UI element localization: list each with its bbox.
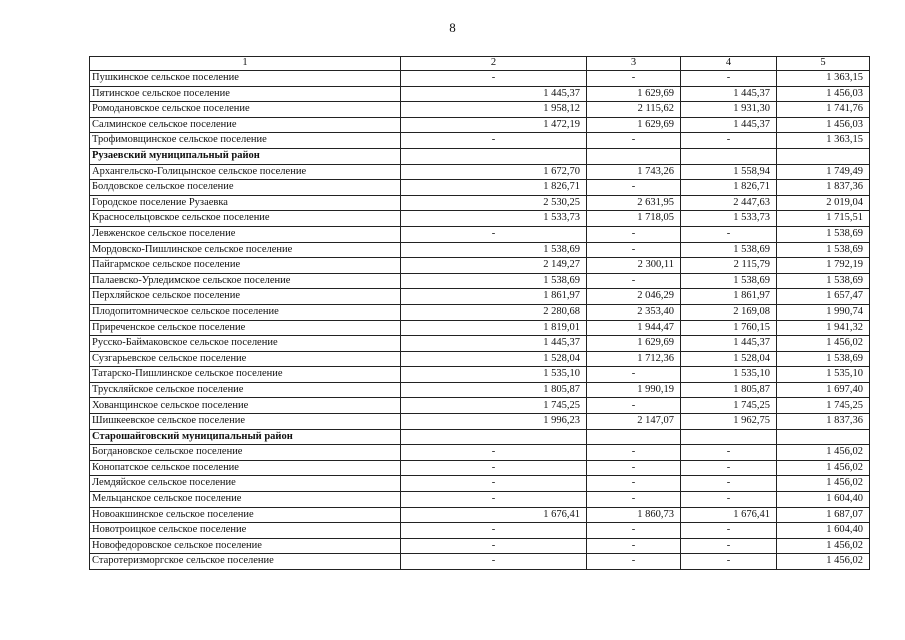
value-cell-col4: 1 861,97: [681, 289, 777, 305]
value-cell-col5: 1 837,36: [777, 414, 870, 430]
settlement-name: Салминское сельское поселение: [90, 117, 401, 133]
value-cell-col2: 2 280,68: [401, 304, 587, 320]
value-cell-col2: 1 805,87: [401, 382, 587, 398]
settlement-name: Старотеризморгское сельское поселение: [90, 554, 401, 570]
value-cell-col5: 1 697,40: [777, 382, 870, 398]
table-row: [90, 507, 870, 523]
table-row: [90, 211, 870, 227]
value-cell-col3: 2 147,07: [587, 414, 681, 430]
table-row: [90, 71, 870, 87]
value-cell-col2: -: [401, 445, 587, 461]
column-header-5: 5: [777, 57, 870, 71]
settlement-name: Ромодановское сельское поселение: [90, 102, 401, 118]
value-cell-col2: 1 472,19: [401, 117, 587, 133]
settlement-name: Новотроицкое сельское поселение: [90, 523, 401, 539]
table-row: [90, 180, 870, 196]
value-cell-col2: 1 445,37: [401, 86, 587, 102]
value-cell-col4: -: [681, 133, 777, 149]
value-cell-col2: 1 528,04: [401, 351, 587, 367]
value-cell-col2: -: [401, 492, 587, 508]
value-cell-col3: -: [587, 180, 681, 196]
table-row: [90, 86, 870, 102]
value-cell-col3: 2 115,62: [587, 102, 681, 118]
value-cell-col4: 1 538,69: [681, 242, 777, 258]
value-cell-col3: -: [587, 273, 681, 289]
value-cell-col4: 2 115,79: [681, 258, 777, 274]
tariff-table: [89, 56, 870, 570]
value-cell-col2: -: [401, 554, 587, 570]
settlement-name: Пятинское сельское поселение: [90, 86, 401, 102]
table-row: [90, 336, 870, 352]
value-cell-col5: 1 456,02: [777, 460, 870, 476]
value-cell-col2: 1 819,01: [401, 320, 587, 336]
table-row: [90, 195, 870, 211]
settlement-name: Красносельцовское сельское поселение: [90, 211, 401, 227]
settlement-name: Лемдяйское сельское поселение: [90, 476, 401, 492]
value-cell-col3: 1 629,69: [587, 117, 681, 133]
value-cell-col5: 1 363,15: [777, 133, 870, 149]
value-cell-col2: 1 676,41: [401, 507, 587, 523]
table-row: [90, 133, 870, 149]
table-row: [90, 242, 870, 258]
value-cell-col3: 1 629,69: [587, 86, 681, 102]
value-cell-col2: 1 535,10: [401, 367, 587, 383]
district-name: Старошайговский муниципальный район: [90, 429, 401, 445]
settlement-name: Городское поселение Рузаевка: [90, 195, 401, 211]
value-cell-col4: -: [681, 460, 777, 476]
table-row: [90, 476, 870, 492]
value-cell-col4: 1 760,15: [681, 320, 777, 336]
empty-cell: [587, 148, 681, 164]
value-cell-col2: 1 672,70: [401, 164, 587, 180]
value-cell-col4: 1 745,25: [681, 398, 777, 414]
value-cell-col5: 1 456,03: [777, 117, 870, 133]
value-cell-col3: -: [587, 538, 681, 554]
settlement-name: Сузгарьевское сельское поселение: [90, 351, 401, 367]
value-cell-col2: 2 149,27: [401, 258, 587, 274]
table-row: [90, 304, 870, 320]
settlement-name: Приреченское сельское поселение: [90, 320, 401, 336]
value-cell-col3: 1 712,36: [587, 351, 681, 367]
value-cell-col4: 2 169,08: [681, 304, 777, 320]
value-cell-col5: 1 456,02: [777, 538, 870, 554]
value-cell-col3: 2 631,95: [587, 195, 681, 211]
settlement-name: Трофимовщинское сельское поселение: [90, 133, 401, 149]
value-cell-col5: 1 535,10: [777, 367, 870, 383]
table-row: [90, 320, 870, 336]
value-cell-col2: 1 861,97: [401, 289, 587, 305]
value-cell-col3: -: [587, 71, 681, 87]
value-cell-col3: -: [587, 445, 681, 461]
value-cell-col5: 1 456,02: [777, 476, 870, 492]
empty-cell: [401, 429, 587, 445]
settlement-name: Шишкеевское сельское поселение: [90, 414, 401, 430]
value-cell-col3: -: [587, 367, 681, 383]
table-row: [90, 351, 870, 367]
empty-cell: [681, 148, 777, 164]
page-number: 8: [449, 20, 456, 35]
settlement-name: Новофедоровское сельское поселение: [90, 538, 401, 554]
settlement-name: Русско-Баймаковское сельское поселение: [90, 336, 401, 352]
value-cell-col2: 1 745,25: [401, 398, 587, 414]
table-row: [90, 367, 870, 383]
table-row: [90, 226, 870, 242]
table-row: [90, 492, 870, 508]
settlement-name: Конопатское сельское поселение: [90, 460, 401, 476]
value-cell-col5: 1 456,03: [777, 86, 870, 102]
value-cell-col4: 1 805,87: [681, 382, 777, 398]
value-cell-col4: 1 676,41: [681, 507, 777, 523]
district-name: Рузаевский муниципальный район: [90, 148, 401, 164]
value-cell-col2: 1 538,69: [401, 273, 587, 289]
value-cell-col4: -: [681, 523, 777, 539]
value-cell-col4: -: [681, 492, 777, 508]
value-cell-col5: 1 538,69: [777, 273, 870, 289]
value-cell-col5: 1 715,51: [777, 211, 870, 227]
value-cell-col3: -: [587, 226, 681, 242]
value-cell-col4: -: [681, 445, 777, 461]
value-cell-col5: 1 456,02: [777, 445, 870, 461]
value-cell-col3: 1 990,19: [587, 382, 681, 398]
settlement-name: Плодопитомническое сельское поселение: [90, 304, 401, 320]
value-cell-col3: -: [587, 476, 681, 492]
column-header-4: 4: [681, 57, 777, 71]
settlement-name: Трускляйское сельское поселение: [90, 382, 401, 398]
empty-cell: [777, 148, 870, 164]
table-row: [90, 289, 870, 305]
table-row: [90, 460, 870, 476]
value-cell-col2: 1 533,73: [401, 211, 587, 227]
value-cell-col5: 1 456,02: [777, 554, 870, 570]
value-cell-col3: 2 353,40: [587, 304, 681, 320]
settlement-name: Палаевско-Урледимское сельское поселение: [90, 273, 401, 289]
value-cell-col5: 1 837,36: [777, 180, 870, 196]
value-cell-col4: 2 447,63: [681, 195, 777, 211]
value-cell-col4: 1 445,37: [681, 336, 777, 352]
value-cell-col5: 1 792,19: [777, 258, 870, 274]
value-cell-col5: 1 941,32: [777, 320, 870, 336]
table-row: [90, 102, 870, 118]
settlement-name: Левженское сельское поселение: [90, 226, 401, 242]
table-row: [90, 538, 870, 554]
table-row: [90, 382, 870, 398]
value-cell-col5: 2 019,04: [777, 195, 870, 211]
value-cell-col2: -: [401, 133, 587, 149]
table-body: [90, 57, 870, 570]
value-cell-col4: 1 528,04: [681, 351, 777, 367]
value-cell-col2: -: [401, 476, 587, 492]
value-cell-col3: -: [587, 133, 681, 149]
value-cell-col3: 2 300,11: [587, 258, 681, 274]
value-cell-col2: -: [401, 460, 587, 476]
value-cell-col2: -: [401, 71, 587, 87]
value-cell-col2: 1 445,37: [401, 336, 587, 352]
value-cell-col5: 1 749,49: [777, 164, 870, 180]
value-cell-col3: -: [587, 554, 681, 570]
column-header-2: 2: [401, 57, 587, 71]
table-row: [90, 273, 870, 289]
table-row: [90, 164, 870, 180]
settlement-name: Пайгармское сельское поселение: [90, 258, 401, 274]
district-header-row: [90, 148, 870, 164]
value-cell-col5: 1 687,07: [777, 507, 870, 523]
value-cell-col3: -: [587, 492, 681, 508]
value-cell-col3: -: [587, 523, 681, 539]
settlement-name: Пушкинское сельское поселение: [90, 71, 401, 87]
value-cell-col2: 1 958,12: [401, 102, 587, 118]
settlement-name: Новоакшинское сельское поселение: [90, 507, 401, 523]
value-cell-col4: -: [681, 554, 777, 570]
value-cell-col2: -: [401, 538, 587, 554]
value-cell-col5: 1 456,02: [777, 336, 870, 352]
empty-cell: [587, 429, 681, 445]
settlement-name: Мельцанское сельское поселение: [90, 492, 401, 508]
column-header-1: 1: [90, 57, 401, 71]
table-row: [90, 445, 870, 461]
settlement-name: Мордовско-Пишлинское сельское поселение: [90, 242, 401, 258]
table-row: [90, 414, 870, 430]
settlement-name: Перхляйское сельское поселение: [90, 289, 401, 305]
district-header-row: [90, 429, 870, 445]
value-cell-col4: 1 445,37: [681, 86, 777, 102]
value-cell-col5: 1 745,25: [777, 398, 870, 414]
value-cell-col4: 1 962,75: [681, 414, 777, 430]
settlement-name: Хованщинское сельское поселение: [90, 398, 401, 414]
value-cell-col3: -: [587, 460, 681, 476]
table-row: [90, 523, 870, 539]
value-cell-col5: 1 538,69: [777, 226, 870, 242]
table-row: [90, 554, 870, 570]
value-cell-col4: -: [681, 538, 777, 554]
value-cell-col2: 1 996,23: [401, 414, 587, 430]
table-header-row: [90, 57, 870, 71]
value-cell-col4: 1 533,73: [681, 211, 777, 227]
value-cell-col2: -: [401, 226, 587, 242]
value-cell-col5: 1 741,76: [777, 102, 870, 118]
value-cell-col5: 1 538,69: [777, 351, 870, 367]
value-cell-col4: 1 826,71: [681, 180, 777, 196]
value-cell-col3: 1 743,26: [587, 164, 681, 180]
value-cell-col2: 1 826,71: [401, 180, 587, 196]
value-cell-col4: 1 445,37: [681, 117, 777, 133]
value-cell-col2: -: [401, 523, 587, 539]
settlement-name: Архангельско-Голицынское сельское поселение: [90, 164, 401, 180]
value-cell-col5: 1 657,47: [777, 289, 870, 305]
settlement-name: Болдовское сельское поселение: [90, 180, 401, 196]
value-cell-col4: -: [681, 71, 777, 87]
empty-cell: [401, 148, 587, 164]
value-cell-col4: 1 558,94: [681, 164, 777, 180]
value-cell-col5: 1 604,40: [777, 523, 870, 539]
value-cell-col3: -: [587, 398, 681, 414]
value-cell-col4: -: [681, 476, 777, 492]
table-row: [90, 117, 870, 133]
value-cell-col3: 1 629,69: [587, 336, 681, 352]
value-cell-col4: 1 931,30: [681, 102, 777, 118]
value-cell-col3: 1 860,73: [587, 507, 681, 523]
value-cell-col4: 1 538,69: [681, 273, 777, 289]
value-cell-col2: 1 538,69: [401, 242, 587, 258]
table-row: [90, 258, 870, 274]
settlement-name: Богдановское сельское поселение: [90, 445, 401, 461]
column-header-3: 3: [587, 57, 681, 71]
settlement-name: Татарско-Пишлинское сельское поселение: [90, 367, 401, 383]
value-cell-col5: 1 990,74: [777, 304, 870, 320]
value-cell-col3: -: [587, 242, 681, 258]
value-cell-col2: 2 530,25: [401, 195, 587, 211]
value-cell-col5: 1 604,40: [777, 492, 870, 508]
value-cell-col3: 2 046,29: [587, 289, 681, 305]
value-cell-col3: 1 944,47: [587, 320, 681, 336]
value-cell-col4: 1 535,10: [681, 367, 777, 383]
value-cell-col3: 1 718,05: [587, 211, 681, 227]
empty-cell: [777, 429, 870, 445]
value-cell-col5: 1 363,15: [777, 71, 870, 87]
value-cell-col5: 1 538,69: [777, 242, 870, 258]
value-cell-col4: -: [681, 226, 777, 242]
table-row: [90, 398, 870, 414]
empty-cell: [681, 429, 777, 445]
